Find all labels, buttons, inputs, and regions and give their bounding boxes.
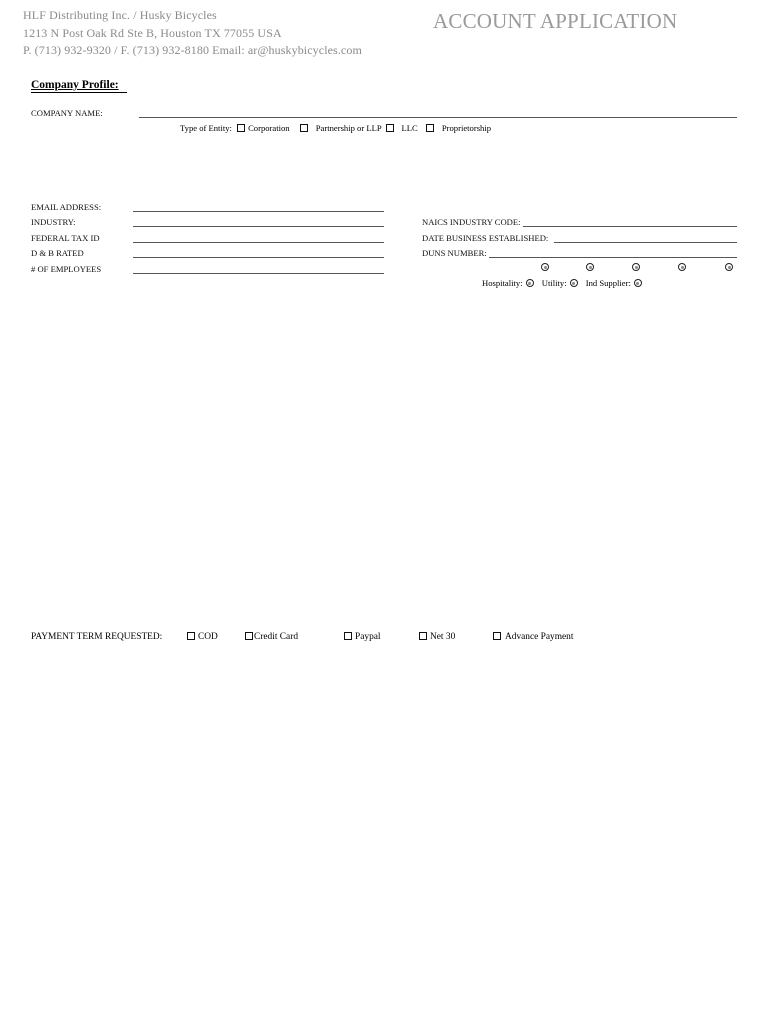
credit-card-label: Credit Card bbox=[254, 632, 299, 642]
checkbox-advance-payment[interactable] bbox=[493, 632, 501, 640]
option-proprietorship-label: Proprietorship bbox=[441, 123, 492, 133]
db-rated-label: D & B RATED bbox=[31, 248, 84, 258]
date-established-label: DATE BUSINESS ESTABLISHED: bbox=[422, 233, 549, 243]
heading-underline bbox=[31, 92, 127, 93]
checkbox-credit-card[interactable] bbox=[245, 632, 253, 640]
ind-supplier-label: Ind Supplier: bbox=[585, 278, 631, 288]
naics-label: NAICS INDUSTRY CODE: bbox=[422, 217, 521, 227]
radio-ind-supplier[interactable] bbox=[634, 279, 642, 287]
payment-option-paypal[interactable] bbox=[344, 632, 381, 642]
email-label: EMAIL ADDRESS: bbox=[31, 202, 102, 212]
net30-label: Net 30 bbox=[430, 632, 456, 642]
advance-payment-label: Advance Payment bbox=[505, 632, 574, 642]
radio-button-2[interactable] bbox=[586, 263, 594, 271]
option-partnership-label: Partnership or LLP bbox=[315, 123, 382, 133]
db-rated-field[interactable] bbox=[133, 257, 384, 258]
payment-option-advance[interactable] bbox=[493, 632, 573, 642]
entity-type-label: Type of Entity: bbox=[180, 123, 232, 133]
radio-button-1[interactable] bbox=[541, 263, 549, 271]
checkbox-cod[interactable] bbox=[187, 632, 195, 640]
option-corporation-label: Corporation bbox=[248, 123, 290, 133]
checkbox-proprietorship[interactable] bbox=[426, 124, 434, 132]
payment-option-cod[interactable] bbox=[187, 632, 218, 642]
checkbox-net30[interactable] bbox=[419, 632, 427, 640]
radio-button-4[interactable] bbox=[678, 263, 686, 271]
radio-button-3[interactable] bbox=[632, 263, 640, 271]
duns-field[interactable] bbox=[489, 257, 737, 258]
payment-term-label: PAYMENT TERM REQUESTED: bbox=[31, 632, 163, 642]
checkbox-partnership[interactable] bbox=[300, 124, 308, 132]
duns-label: DUNS NUMBER: bbox=[422, 248, 487, 258]
payment-option-credit-card[interactable] bbox=[245, 632, 298, 642]
industry-type-row bbox=[482, 278, 642, 288]
paypal-label: Paypal bbox=[355, 632, 381, 642]
hospitality-label: Hospitality: bbox=[482, 278, 523, 288]
company-contact: P. (713) 932-9320 / F. (713) 932-8180 Email: ar@huskybicycles.com bbox=[23, 43, 362, 57]
federal-tax-label: FEDERAL TAX ID bbox=[31, 233, 100, 243]
utility-label: Utility: bbox=[541, 278, 567, 288]
date-established-field[interactable] bbox=[554, 242, 737, 243]
checkbox-paypal[interactable] bbox=[344, 632, 352, 640]
company-name-field[interactable] bbox=[139, 117, 737, 118]
radio-hospitality[interactable] bbox=[526, 279, 534, 287]
cod-label: COD bbox=[198, 632, 218, 642]
company-name-label: COMPANY NAME: bbox=[31, 108, 103, 118]
email-field[interactable] bbox=[133, 211, 384, 212]
radio-button-5[interactable] bbox=[725, 263, 733, 271]
section-heading-company-profile: Company Profile: bbox=[31, 79, 119, 91]
employees-field[interactable] bbox=[133, 273, 384, 274]
company-name-header: HLF Distributing Inc. / Husky Bicycles bbox=[23, 8, 217, 22]
naics-field[interactable] bbox=[523, 226, 737, 227]
payment-option-net30[interactable] bbox=[419, 632, 455, 642]
checkbox-llc[interactable] bbox=[386, 124, 394, 132]
industry-label: INDUSTRY: bbox=[31, 217, 76, 227]
checkbox-corporation[interactable] bbox=[237, 124, 245, 132]
option-llc-label: LLC bbox=[401, 123, 418, 133]
entity-type-row bbox=[180, 123, 491, 133]
federal-tax-field[interactable] bbox=[133, 242, 384, 243]
company-address: 1213 N Post Oak Rd Ste B, Houston TX 77055 USA bbox=[23, 26, 282, 40]
page-title: ACCOUNT APPLICATION bbox=[433, 9, 678, 33]
employees-label: # OF EMPLOYEES bbox=[31, 264, 102, 274]
radio-utility[interactable] bbox=[570, 279, 578, 287]
industry-field[interactable] bbox=[133, 226, 384, 227]
